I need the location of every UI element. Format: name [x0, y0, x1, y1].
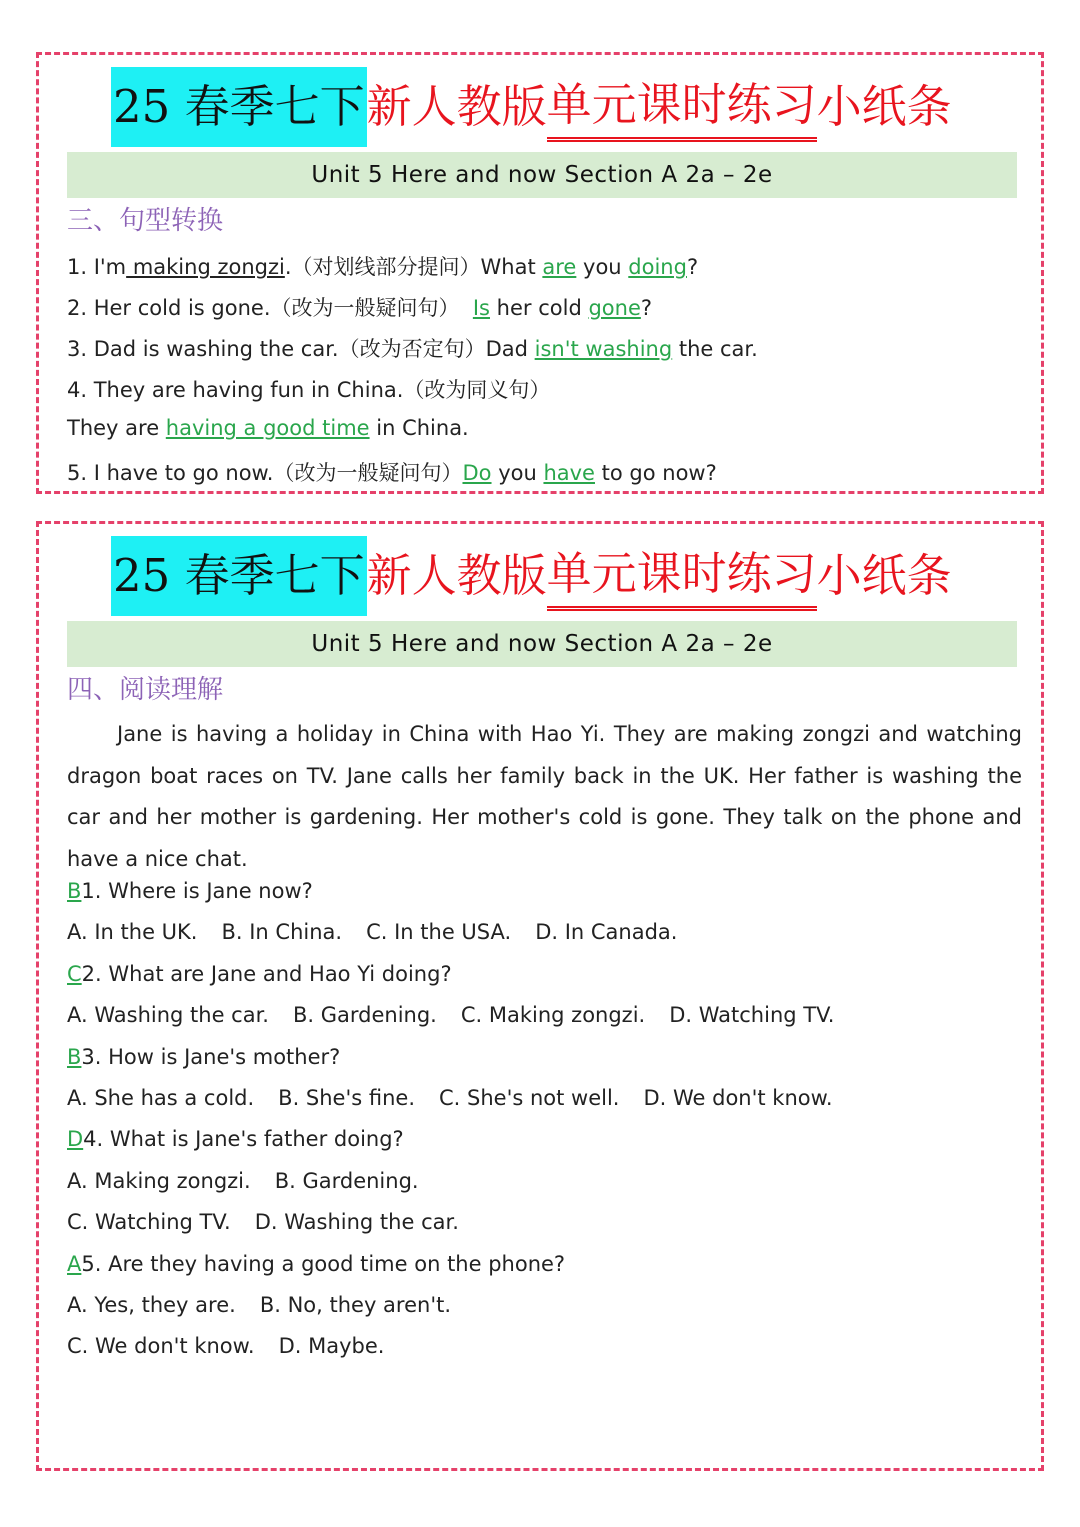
question-1: [67, 879, 313, 903]
option-row: [67, 1003, 858, 1027]
option: C. In the USA.: [366, 920, 512, 945]
title-underlined: 单元课时练习: [547, 73, 817, 142]
answer-blank: doing: [628, 255, 687, 279]
question-3: 3. Dad is washing the car.（改为否定句）Dad isn't washing the car.: [67, 337, 758, 361]
title-highlight: 25 春季七下: [111, 536, 367, 616]
title-highlight: 25 春季七下: [111, 67, 367, 147]
section-heading: 三、句型转换: [67, 206, 224, 236]
option-row: [67, 920, 701, 944]
question-2: 2. Her cold is gone.（改为一般疑问句） Is her cold gone?: [67, 296, 653, 320]
option: B. No, they aren't.: [259, 1293, 451, 1317]
option: B. Gardening.: [292, 1003, 437, 1028]
question-text: 3. How is Jane's mother?: [81, 1044, 341, 1069]
question-text: 1. Where is Jane now?: [81, 879, 313, 903]
answer-letter: B: [67, 1044, 82, 1069]
answer-letter: C: [67, 961, 82, 986]
question-2: [67, 962, 452, 986]
answer-blank: gone: [588, 296, 641, 320]
question-5: 5. I have to go now.（改为一般疑问句）Do you have to go now?: [67, 461, 717, 485]
answer-blank: Do: [462, 461, 492, 485]
option-row: [67, 1169, 443, 1193]
option: A. Making zongzi.: [67, 1168, 251, 1193]
worksheet-card-1: [36, 52, 1044, 494]
question-3: [67, 1045, 340, 1069]
answer-blank: having a good time: [165, 416, 370, 440]
unit-band: Unit 5 Here and now Section A 2a – 2e: [67, 621, 1017, 667]
title-end: 小纸条: [816, 80, 952, 133]
answer-blank: have: [543, 461, 595, 485]
option: D. In Canada.: [535, 920, 678, 945]
option: B. She's fine.: [278, 1086, 415, 1110]
answer-blank: isn't washing: [534, 337, 673, 361]
option: A. Washing the car.: [67, 1003, 269, 1028]
question-4: 4. They are having fun in China.（改为同义句）: [67, 378, 551, 402]
section-heading: 四、阅读理解: [67, 675, 224, 705]
title-underlined: 单元课时练习: [547, 542, 817, 611]
option: D. We don't know.: [643, 1086, 833, 1110]
title-end: 小纸条: [816, 549, 952, 602]
title-red: 新人教版: [366, 80, 547, 133]
unit-band: Unit 5 Here and now Section A 2a – 2e: [67, 152, 1017, 198]
question-5: [67, 1252, 565, 1276]
question-4: [67, 1127, 404, 1151]
option-row: [67, 1293, 475, 1317]
option: A. In the UK.: [67, 920, 198, 945]
option: C. She's not well.: [439, 1086, 620, 1110]
answer-letter: D: [67, 1127, 84, 1152]
question-text: 5. Are they having a good time on the phone?: [81, 1251, 566, 1276]
option: A. Yes, they are.: [67, 1293, 236, 1317]
option: D. Watching TV.: [669, 1003, 835, 1028]
answer-letter: B: [67, 879, 82, 903]
option: C. We don't know.: [67, 1334, 255, 1359]
option: B. In China.: [221, 920, 343, 945]
option-row: [67, 1334, 408, 1358]
answer-letter: A: [67, 1251, 82, 1276]
answer-blank: Is: [472, 296, 490, 320]
card-title: [111, 67, 952, 147]
worksheet-card-2: [36, 521, 1044, 1471]
option-row: [67, 1086, 857, 1110]
option: C. Watching TV.: [67, 1210, 231, 1235]
question-1: 1. I'm making zongzi.（对划线部分提问）What are you doing?: [67, 255, 699, 279]
answer-blank: are: [542, 255, 577, 279]
option: A. She has a cold.: [67, 1086, 255, 1110]
question-4-answer: They are having a good time in China.: [67, 416, 469, 440]
option: C. Making zongzi.: [460, 1003, 646, 1028]
question-text: 4. What is Jane's father doing?: [83, 1127, 404, 1152]
card-title: [111, 536, 952, 616]
reading-passage: Jane is having a holiday in China with Hao Yi. They are making zongzi and watching dragon boat races on TV. Jane calls her family back in the UK. Her father is washing the car and her mother is gardening. Her mother's cold is gone. They talk on the phone and have a nice chat.: [67, 722, 1022, 871]
title-red: 新人教版: [366, 549, 547, 602]
option: D. Washing the car.: [254, 1210, 459, 1235]
option: D. Maybe.: [278, 1334, 385, 1359]
question-text: 2. What are Jane and Hao Yi doing?: [81, 961, 452, 986]
option-row: [67, 1210, 483, 1234]
option: B. Gardening.: [274, 1168, 419, 1193]
